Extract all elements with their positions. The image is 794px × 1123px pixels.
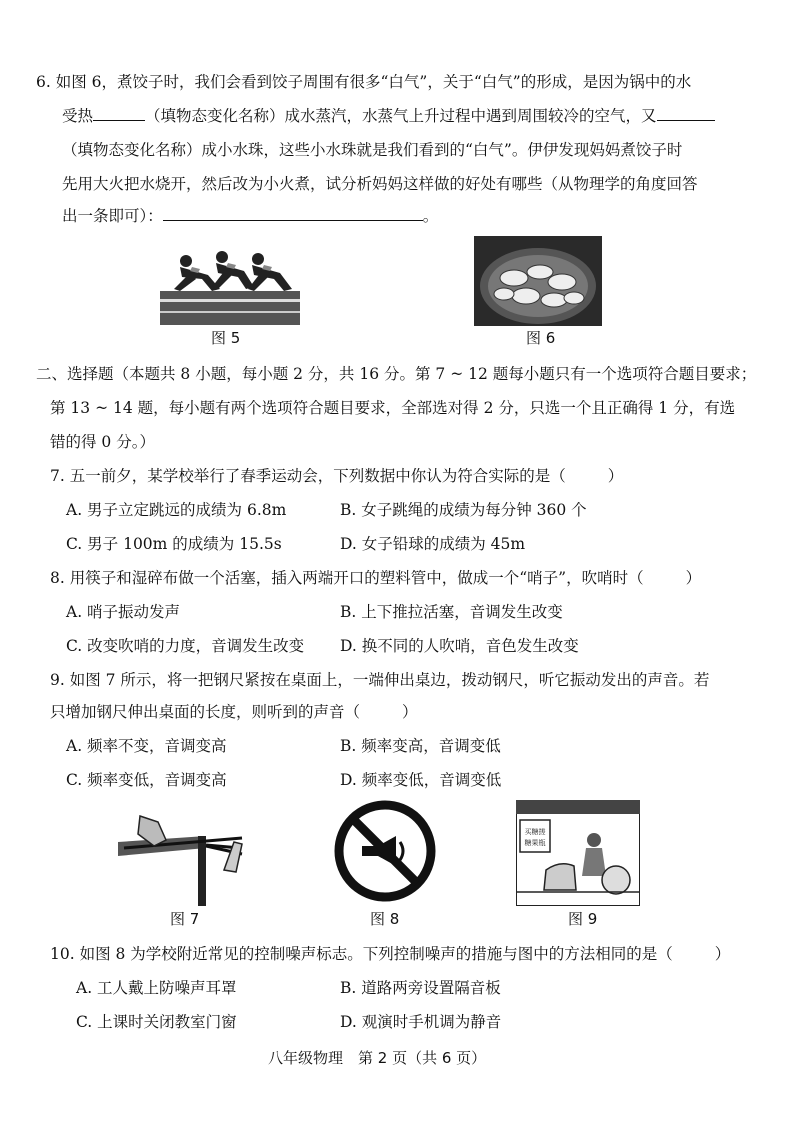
figure-5-sprinters (160, 243, 300, 325)
section2-line3: 错的得 0 分。） (50, 433, 155, 451)
q7-option-c[interactable]: C. 男子 100m 的成绩为 15.5s (66, 535, 282, 553)
q8-stem-text: 8. 用筷子和湿碎布做一个活塞，插入两端开口的塑料管中，做成一个“哨子”，吹哨时（ (50, 569, 644, 587)
q9-stem2 (50, 702, 418, 722)
q7-close: ） (607, 467, 624, 485)
figure-9-stall (516, 800, 640, 906)
section2-line2: 第 13 ~ 14 题，每小题有两个选项符合题目要求，全部选对得 2 分，只选一个且正确得 1 分，有选 (50, 399, 736, 417)
q6-line2b: （填物态变化名称）成水蒸汽，水蒸气上升过程中遇到周围较冷的空气，又 (145, 107, 657, 125)
q9-option-c[interactable]: C. 频率变低，音调变高 (66, 771, 227, 789)
q9-option-b[interactable]: B. 频率变高，音调变低 (340, 737, 501, 755)
q6-line5 (62, 206, 438, 226)
page-footer: 八年级物理 第 2 页（共 6 页） (268, 1049, 487, 1067)
svg-text:糖果瓶: 糖果瓶 (524, 839, 546, 847)
q7-option-b[interactable]: B. 女子跳绳的成绩为每分钟 360 个 (340, 501, 587, 519)
q6-line5a: 出一条即可）： (62, 207, 163, 225)
q7-stem-text: 7. 五一前夕，某学校举行了春季运动会，下列数据中你认为符合实际的是（ (50, 467, 566, 485)
q6-line2 (62, 106, 715, 126)
q6-blank-3[interactable] (163, 206, 423, 221)
q8-option-a[interactable]: A. 哨子振动发声 (66, 603, 181, 621)
figure-9-caption: 图 9 (568, 910, 598, 928)
q6-line1: 6. 如图 6，煮饺子时，我们会看到饺子周围有很多“白气”，关于“白气”的形成，是因为锅中的水 (36, 73, 692, 91)
q6-line4: 先用大火把水烧开，然后改为小火煮，试分析妈妈这样做的好处有哪些（从物理学的角度回答 (62, 175, 698, 193)
figure-8-no-honk-sign (334, 800, 436, 902)
q7-option-a[interactable]: A. 男子立定跳远的成绩为 6.8m (66, 501, 287, 519)
q10-stem (50, 944, 730, 964)
q8-stem (50, 568, 701, 588)
q10-option-c[interactable]: C. 上课时关闭教室门窗 (76, 1013, 237, 1031)
figure-5-caption: 图 5 (211, 329, 241, 347)
q10-option-d[interactable]: D. 观演时手机调为静音 (340, 1013, 502, 1031)
q6-blank-2[interactable] (657, 106, 715, 121)
figure-9-sign-text: 买糖搓 (524, 828, 546, 836)
figure-7-ruler (118, 812, 248, 906)
q9-option-a[interactable]: A. 频率不变，音调变高 (66, 737, 227, 755)
q6-line5b: 。 (422, 207, 439, 225)
figure-6-caption: 图 6 (526, 329, 556, 347)
q6-blank-1[interactable] (93, 106, 145, 121)
q9-close: ） (402, 703, 418, 721)
q9-stem2-text: 只增加钢尺伸出桌面的长度，则听到的声音（ (50, 703, 361, 721)
q8-option-c[interactable]: C. 改变吹哨的力度，音调发生改变 (66, 637, 305, 655)
q10-close: ） (714, 945, 731, 963)
q10-stem-text: 10. 如图 8 为学校附近常见的控制噪声标志。下列控制噪声的措施与图中的方法相同的是（ (50, 945, 673, 963)
q9-stem1: 9. 如图 7 所示，将一把钢尺紧按在桌面上，一端伸出桌边，拨动钢尺，听它振动发出的声音。若 (50, 671, 710, 689)
q10-option-b[interactable]: B. 道路两旁设置隔音板 (340, 979, 501, 997)
q9-option-d[interactable]: D. 频率变低，音调变低 (340, 771, 502, 789)
section2-line1: 二、选择题（本题共 8 小题，每小题 2 分，共 16 分。第 7 ~ 12 题每小题只有一个选项符合题目要求； (36, 365, 757, 383)
q7-stem (50, 466, 623, 486)
q6-line3: （填物态变化名称）成小水珠，这些小水珠就是我们看到的“白气”。伊伊发现妈妈煮饺子时 (62, 141, 683, 159)
q8-option-b[interactable]: B. 上下推拉活塞，音调发生改变 (340, 603, 563, 621)
figure-6-dumplings (474, 236, 602, 326)
figure-8-caption: 图 8 (370, 910, 400, 928)
q6-line2a: 受热 (62, 107, 94, 125)
q10-option-a[interactable]: A. 工人戴上防噪声耳罩 (76, 979, 237, 997)
q8-close: ） (685, 569, 702, 587)
q7-option-d[interactable]: D. 女子铅球的成绩为 45m (340, 535, 526, 553)
q8-option-d[interactable]: D. 换不同的人吹哨，音色发生改变 (340, 637, 579, 655)
figure-7-caption: 图 7 (170, 910, 200, 928)
